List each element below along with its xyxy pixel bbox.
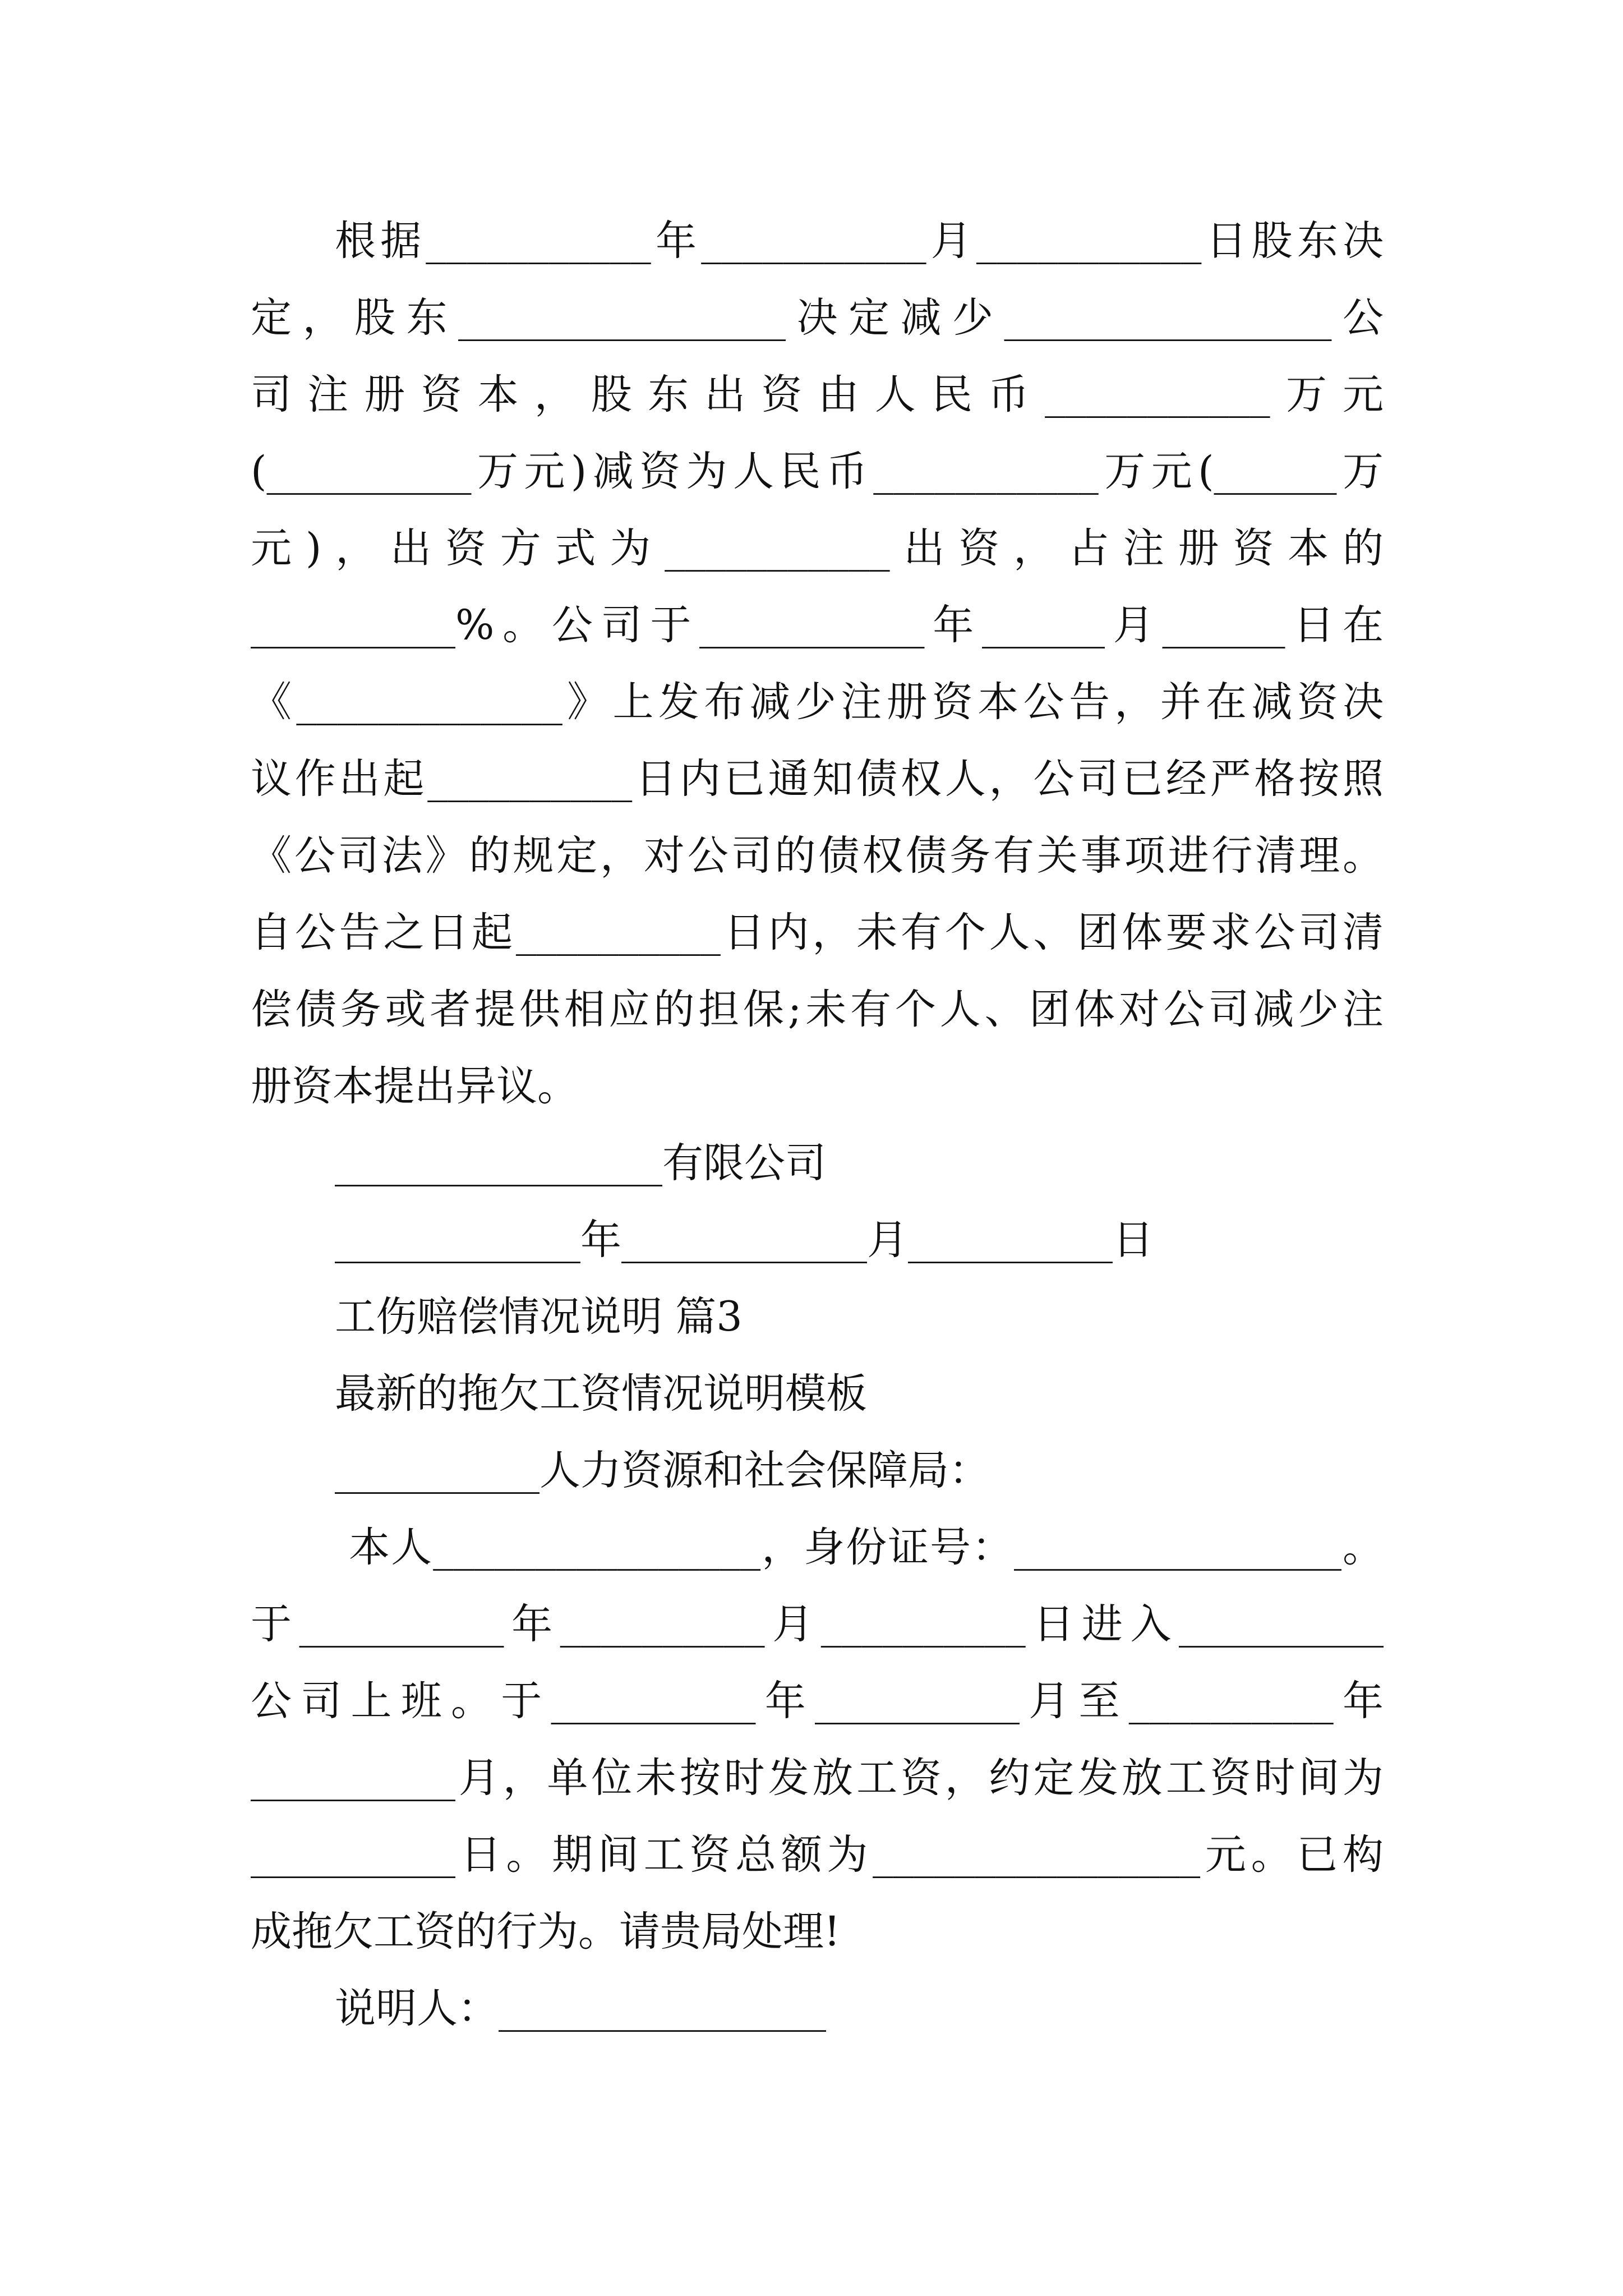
paragraph-line: 司注册资本，股东出资由人民币___________万元 bbox=[251, 371, 1384, 418]
paragraph-line: 《_____________》上发布减少注册资本公告，并在减资决 bbox=[251, 678, 1384, 726]
date-line: ____________年____________月__________日 bbox=[335, 1216, 1154, 1264]
paragraph-line: __________日。期间工资总额为________________元。已构 bbox=[251, 1831, 1384, 1879]
paragraph-line: 议作出起__________日内已通知债权人，公司已经严格按照 bbox=[251, 755, 1384, 803]
paragraph-line: __________%。公司于___________年______月______日在 bbox=[251, 601, 1384, 649]
company-signature-line: ________________有限公司 bbox=[335, 1139, 826, 1187]
paragraph-line: 自公告之日起__________日内，未有个人、团体要求公司清 bbox=[251, 909, 1384, 956]
paragraph-line: 成拖欠工资的行为。请贵局处理! bbox=[251, 1908, 841, 1955]
paragraph-line: 偿债务或者提供相应的担保;未有个人、团体对公司减少注 bbox=[251, 986, 1384, 1033]
paragraph-line: (__________万元)减资为人民币___________万元(______万 bbox=[251, 448, 1384, 495]
template-title: 最新的拖欠工资情况说明模板 bbox=[335, 1370, 867, 1418]
addressee-line: __________人力资源和社会保障局： bbox=[335, 1447, 990, 1494]
signer-line: 说明人：________________ bbox=[335, 1985, 826, 2032]
paragraph-line: 册资本提出异议。 bbox=[251, 1062, 578, 1110]
paragraph-line: 元)，出资方式为___________出资，占注册资本的 bbox=[251, 524, 1384, 572]
paragraph-line: 于__________年__________月__________日进入__________ bbox=[251, 1600, 1384, 1648]
paragraph-line: 公司上班。于__________年__________月至__________年 bbox=[251, 1677, 1384, 1725]
paragraph-line: 定，股东________________决定减少________________公 bbox=[251, 294, 1384, 342]
paragraph-line: 本人________________，身份证号：________________。 bbox=[335, 1524, 1384, 1571]
paragraph-line: 《公司法》的规定，对公司的债权债务有关事项进行清理。 bbox=[251, 832, 1384, 880]
section-heading: 工伤赔偿情况说明 篇3 bbox=[335, 1293, 743, 1341]
paragraph-line: __________月，单位未按时发放工资，约定发放工资时间为 bbox=[251, 1754, 1384, 1802]
paragraph-line: 根据___________年___________月___________日股东决 bbox=[335, 217, 1384, 265]
